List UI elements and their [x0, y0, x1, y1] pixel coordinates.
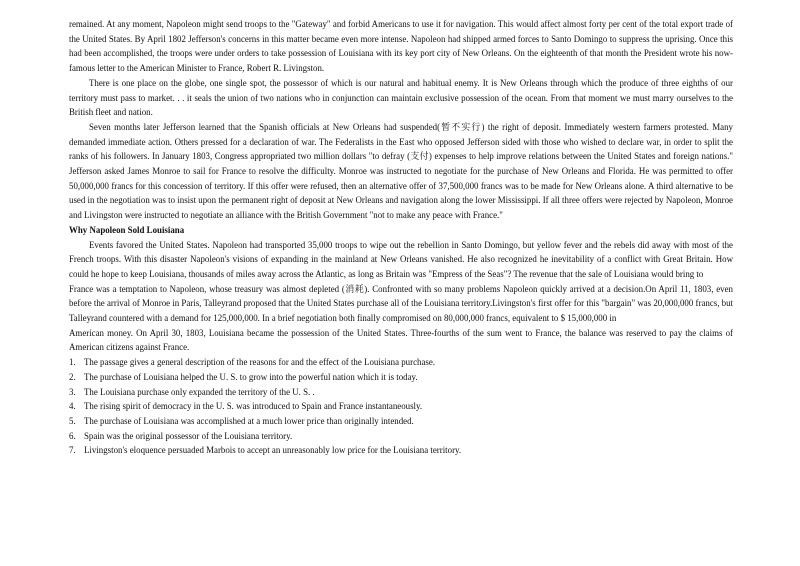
quotation-paragraph: There is one place on the globe, one single spot, the possessor of which is our natural and habitual enemy. It is New Orleans through which the produce of three eighths of our territory must pass to market. . . it seals the union of two nations who in conjunction can maintain exclusive possession of the ocean. From that moment we must marry ourselves to the British fleet and nation.	[69, 77, 733, 118]
list-item	[69, 370, 733, 385]
body-paragraph: France was a temptation to Napoleon, whose treasury was almost depleted (消耗). Confronted with so many problems Napoleon quickly arrived at a decision.On April 11, 1803, even before the arrival of Monroe in Paris, Talleyrand proposed that the United States purchase all of the Louisiana territory.Livingston's first offer for this "bargain" was 20,000,000 francs, but Talleyrand countered with a demand for 125,000,000. In a brief negotiation both finally compromised on 80,000,000 francs, equivalent to $ 15,000,000 in	[69, 283, 733, 324]
item-text: The Louisiana purchase only expanded the territory of the U. S. .	[84, 386, 315, 397]
item-text: The purchase of Louisiana was accomplished at a much lower price than originally intended.	[84, 415, 414, 426]
section-heading: Why Napoleon Sold Louisiana	[69, 224, 185, 235]
item-number: 1.	[69, 357, 76, 368]
item-text: Spain was the original possessor of the Louisiana territory.	[84, 430, 293, 441]
list-item	[69, 443, 733, 458]
item-text: The passage gives a general description of the reasons for and the effect of the Louisiana purchase.	[84, 357, 435, 368]
item-number: 4.	[69, 401, 76, 412]
statement-list	[69, 355, 733, 458]
list-item	[69, 385, 733, 400]
item-number: 2.	[69, 371, 76, 382]
body-paragraph: Seven months later Jefferson learned that the Spanish officials at New Orleans had suspended(暂不实行) the right of deposit. Immediately western farmers protested. Many demanded immediate action. Others pressed for a declaration of war. The Federalists in the East who opposed Jefferson sided with those who wished to declare war, in order to split the ranks of his followers. In January 1803, Congress appropriated two million dollars "to defray (支付) expenses to help improve relations between the United States and foreign nations." Jefferson asked James Monroe to sail for France to resolve the difficulty. Monroe was instructed to negotiate for the purchase of New Orleans and Florida. He was permitted to offer 50,000,000 francs for this concession of territory. If this offer were refused, then an alternative offer of 37,500,000 francs was to be made for New Orleans alone. A third alternative to be used in the negotiation was to insist upon the permanent right of deposit at New Orleans and navigation along the lower Mississippi. If all three offers were rejected by Napoleon, Monroe and Livingston were instructed to negotiate an alliance with the British Government "not to make any peace with France."	[69, 121, 733, 221]
body-paragraph: remained. At any moment, Napoleon might send troops to the "Gateway" and forbid Americans to use it for navigation. This would affect almost forty per cent of the total export trade of the United States. By April 1802 Jefferson's concerns in this matter became even more intense. Napoleon had shipped armed forces to Santo Domingo to suppress the uprising. Once this had been accomplished, the troops were under orders to take possession of Louisiana with its key port city of New Orleans. On the eighteenth of that month the President wrote his now-famous letter to the American Minister to France, Robert R. Livingston.	[69, 19, 733, 74]
list-item	[69, 399, 733, 414]
item-text: The purchase of Louisiana helped the U. S. to grow into the powerful nation which it is today.	[84, 371, 418, 382]
item-number: 3.	[69, 386, 76, 397]
list-item	[69, 429, 733, 444]
document-body	[69, 17, 733, 458]
list-item	[69, 414, 733, 429]
body-paragraph: American money. On April 30, 1803, Louisiana became the possession of the United States. Three-fourths of the sum went to France, the balance was reserved to pay the claims of American citizens against France.	[69, 327, 733, 353]
item-number: 6.	[69, 430, 76, 441]
item-text: The rising spirit of democracy in the U. S. was introduced to Spain and France instantaneously.	[84, 401, 423, 412]
item-number: 7.	[69, 445, 76, 456]
list-item	[69, 355, 733, 370]
body-paragraph: Events favored the United States. Napoleon had transported 35,000 troops to wipe out the rebellion in Santo Domingo, but yellow fever and the rebels did away with most of the French troops. With this disaster Napoleon's visions of expanding in the mainland at New Orleans vanished. He also recognized he inevitability of a conflict with Great Britain. How could he hope to keep Louisiana, thousands of miles away across the Atlantic, as long as Britain was "Empress of the Seas"? The revenue that the sale of Louisiana would bring to	[69, 239, 733, 279]
item-number: 5.	[69, 415, 76, 426]
item-text: Livingston's eloquence persuaded Marbois to accept an unreasonably low price for the Louisiana territory.	[84, 445, 462, 456]
